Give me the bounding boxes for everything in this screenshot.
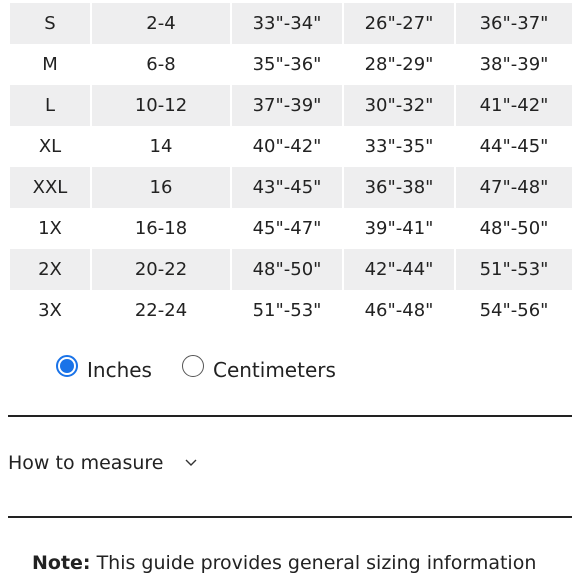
table-row: [10, 208, 572, 249]
numeric-size-cell: 2-4: [92, 3, 230, 44]
inches-radio[interactable]: [56, 355, 78, 377]
chevron-down-icon: [185, 457, 197, 469]
size-chart-table: [8, 3, 574, 331]
note-text: This guide provides general sizing information: [90, 552, 537, 574]
measurement-cell: 35"-36": [252, 54, 322, 75]
size-cell: M: [42, 54, 58, 75]
measurement-cell: 51"-53": [252, 300, 322, 321]
size-cell: 3X: [38, 300, 62, 321]
note-prefix: Note:: [32, 552, 91, 574]
size-cell: S: [10, 3, 90, 44]
numeric-size-cell: 20-22: [92, 249, 230, 290]
measurement-cell: 48"-50": [232, 249, 342, 290]
measurement-cell: 44"-45": [479, 136, 549, 157]
table-row: [10, 249, 572, 290]
inches-label: Inches: [87, 358, 152, 382]
measurement-cell: 30"-32": [344, 85, 454, 126]
centimeters-label: Centimeters: [212, 358, 336, 382]
measurement-cell: 47"-48": [456, 167, 572, 208]
size-cell: XXL: [10, 167, 90, 208]
table-row: [10, 3, 572, 44]
numeric-size-cell: 16: [92, 167, 230, 208]
inches-option[interactable]: [56, 354, 152, 382]
measurement-cell: 41"-42": [456, 85, 572, 126]
centimeters-radio[interactable]: [182, 355, 204, 377]
numeric-size-cell: 14: [149, 136, 173, 157]
size-cell: 1X: [38, 218, 62, 239]
table-row: [10, 290, 572, 331]
measurement-cell: 37"-39": [232, 85, 342, 126]
table-row: [10, 167, 572, 208]
divider: [8, 415, 572, 417]
numeric-size-cell: 22-24: [134, 300, 188, 321]
measurement-cell: 46"-48": [364, 300, 434, 321]
measurement-cell: 51"-53": [456, 249, 572, 290]
measurement-cell: 45"-47": [252, 218, 322, 239]
measurement-cell: 42"-44": [344, 249, 454, 290]
measurement-cell: 33"-35": [364, 136, 434, 157]
numeric-size-cell: 6-8: [146, 54, 176, 75]
table-row: [10, 126, 572, 167]
measurement-cell: 33"-34": [232, 3, 342, 44]
measurement-cell: 38"-39": [479, 54, 549, 75]
centimeters-option[interactable]: [182, 354, 336, 382]
sizing-note: [32, 552, 536, 574]
table-row: [10, 44, 572, 85]
size-cell: 2X: [10, 249, 90, 290]
measurement-cell: 48"-50": [479, 218, 549, 239]
size-cell: XL: [38, 136, 62, 157]
measurement-cell: 26"-27": [344, 3, 454, 44]
size-cell: L: [10, 85, 90, 126]
table-row: [10, 85, 572, 126]
unit-toggle: [56, 354, 336, 382]
how-to-measure-label: How to measure: [8, 452, 164, 474]
measurement-cell: 39"-41": [364, 218, 434, 239]
measurement-cell: 43"-45": [232, 167, 342, 208]
measurement-cell: 54"-56": [479, 300, 549, 321]
measurement-cell: 28"-29": [364, 54, 434, 75]
numeric-size-cell: 16-18: [134, 218, 188, 239]
measurement-cell: 36"-38": [344, 167, 454, 208]
measurement-cell: 40"-42": [252, 136, 322, 157]
divider: [8, 516, 572, 518]
how-to-measure-toggle[interactable]: [8, 452, 197, 474]
measurement-cell: 36"-37": [456, 3, 572, 44]
numeric-size-cell: 10-12: [92, 85, 230, 126]
